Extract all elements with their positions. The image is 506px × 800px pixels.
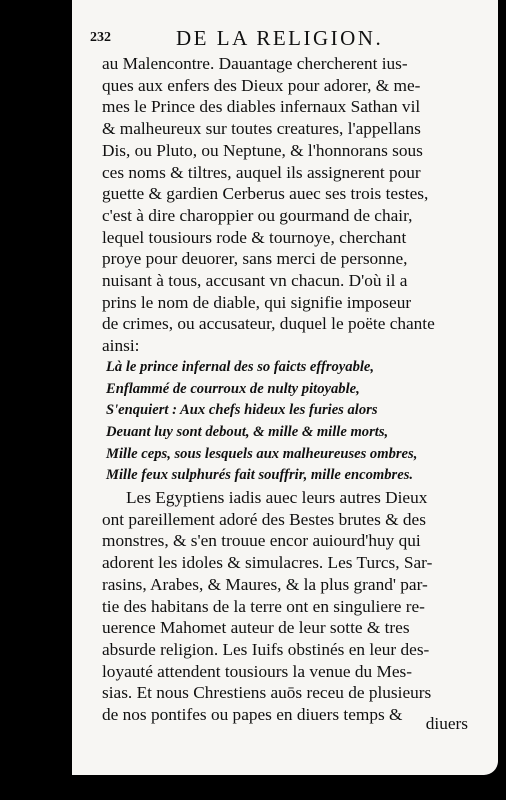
text-line: sias. Et nous Chrestiens auōs receu de plusieurs — [102, 683, 432, 703]
text-line: au Malencontre. Dauantage chercherent ius- — [102, 54, 408, 73]
text-line: c'est à dire charoppier ou gourmand de chair, — [102, 205, 413, 225]
text-line: de nos pontifes ou papes en diuers temps & — [102, 705, 403, 725]
verse-quote — [102, 357, 486, 487]
text-line: ont pareillement adoré des Bestes brutes & des — [102, 509, 426, 529]
text-line: & malheureux sur toutes creatures, l'appellans — [102, 119, 421, 139]
text-line: Dis, ou Pluto, ou Neptune, & l'honnorans sous — [102, 140, 423, 160]
paragraph-2 — [102, 487, 486, 726]
text-line: ces noms & tiltres, auquel ils assignerent pour — [102, 162, 421, 182]
text-line: uerence Mahomet auteur de leur sotte & tres — [102, 618, 410, 638]
paragraph-1 — [102, 53, 486, 357]
text-line: Les Egyptiens iadis auec leurs autres Dieux — [126, 488, 428, 508]
text-line: loyauté attendent tousiours la venue du Mes- — [102, 661, 413, 681]
text-line: adorent les idoles & simulacres. Les Turcs, Sar- — [102, 553, 433, 573]
text-line: proye pour deuorer, sans merci de personne, — [102, 249, 408, 269]
text-line: de crimes, ou accusateur, duquel le poëte chante — [102, 314, 435, 334]
scan-border-left — [0, 0, 72, 800]
page-header — [90, 26, 490, 52]
text-line: absurde religion. Les Iuifs obstinés en leur des- — [102, 639, 430, 659]
text-line: ques aux enfers des Dieux pour adorer, & me- — [102, 75, 421, 95]
text-line: guette & gardien Cerberus auec ses trois testes, — [102, 184, 429, 204]
book-page — [72, 0, 498, 775]
verse-line: Là le prince infernal des so faicts effroyable, — [106, 358, 375, 375]
catchword: diuers — [425, 714, 468, 733]
text-line: tie des habitans de la terre ont en singuliere re- — [102, 596, 425, 616]
text-line: ainsi: — [102, 336, 140, 356]
text-line: lequel tousiours rode & tournoye, cherchant — [102, 227, 407, 247]
scan-border-right — [498, 0, 506, 800]
page-body — [102, 53, 486, 726]
text-line: nuisant à tous, accusant vn chacun. D'où il a — [102, 271, 408, 291]
text-line: monstres, & s'en trouue encor auiourd'huy qui — [102, 531, 421, 551]
verse-line: Enflammé de courroux de nulty pitoyable, — [106, 380, 360, 397]
text-line: mes le Prince des diables infernaux Sathan vil — [102, 97, 421, 117]
running-title: DE LA RELIGION. — [176, 26, 384, 50]
verse-line: S'enquiert : Aux chefs hideux les furies alors — [106, 402, 378, 419]
page-number: 232 — [90, 30, 111, 45]
verse-line: Mille feux sulphurés fait souffrir, mille encombres. — [106, 467, 414, 484]
verse-line: Mille ceps, sous lesquels aux malheureuses ombres, — [106, 445, 418, 462]
text-line: rasins, Arabes, & Maures, & la plus grand' par- — [102, 574, 428, 594]
verse-line: Deuant luy sont debout, & mille & mille morts, — [106, 423, 389, 440]
text-line: prins le nom de diable, qui signifie imposeur — [102, 292, 412, 312]
